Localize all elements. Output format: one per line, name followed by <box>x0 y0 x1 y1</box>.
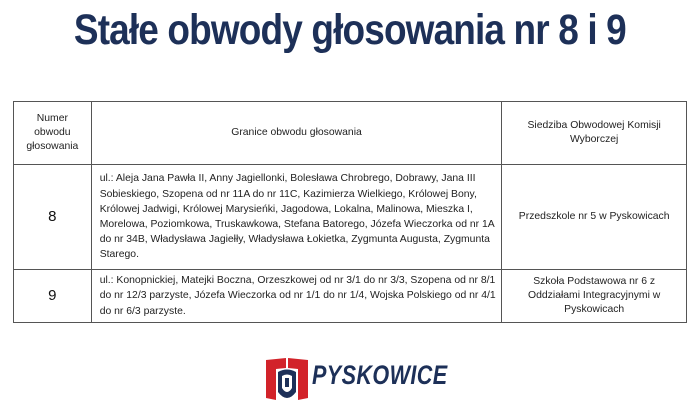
header-bounds: Granice obwodu głosowania <box>91 102 502 165</box>
table-row <box>14 270 687 323</box>
district-number: 8 <box>14 165 92 270</box>
header-number: Numer obwodu głosowania <box>14 102 92 165</box>
district-number: 9 <box>14 270 92 323</box>
table-row <box>14 165 687 270</box>
commission-seat: Przedszkole nr 5 w Pyskowicach <box>502 165 687 270</box>
logo-wordmark: PYSKOWICE <box>312 360 448 390</box>
page-title <box>0 6 700 55</box>
page-title-text: Stałe obwody głosowania nr 8 i 9 <box>74 6 626 54</box>
commission-seat: Szkoła Podstawowa nr 6 z Oddziałami Integracyjnymi w Pyskowicach <box>502 270 687 323</box>
district-bounds: ul.: Konopnickiej, Matejki Boczna, Orzeszkowej od nr 3/1 do nr 3/3, Szopena od nr 8/1 do nr 12/3 parzyste, Józefa Wieczorka od nr 1/1 do nr 1/4, Wojska Polskiego od nr 4/1 do nr 6/3 parzyste. <box>91 270 502 323</box>
pyskowice-emblem-icon <box>262 354 312 406</box>
table-header-row <box>14 102 687 165</box>
district-bounds: ul.: Aleja Jana Pawła II, Anny Jagiellonki, Bolesława Chrobrego, Dobrawy, Jana III Sobieskiego, Szopena od nr 11A do nr 11C, Kazimierza Wielkiego, Królowej Bony, Królowej Jadwigi, Królowej Marysieńki, Jagodowa, Lokalna, Malinowa, Mieszka I, Morelowa, Poziomkowa, Truskawkowa, Stefana Batorego, Józefa Wieczorka od nr 1A do nr 34B, Władysława Jagiełły, Władysława Łokietka, Zygmunta Augusta, Zygmunta Starego. <box>91 165 502 270</box>
voting-districts-table <box>13 101 687 323</box>
header-seat: Siedziba Obwodowej Komisji Wyborczej <box>502 102 687 165</box>
pyskowice-logo <box>262 354 448 406</box>
